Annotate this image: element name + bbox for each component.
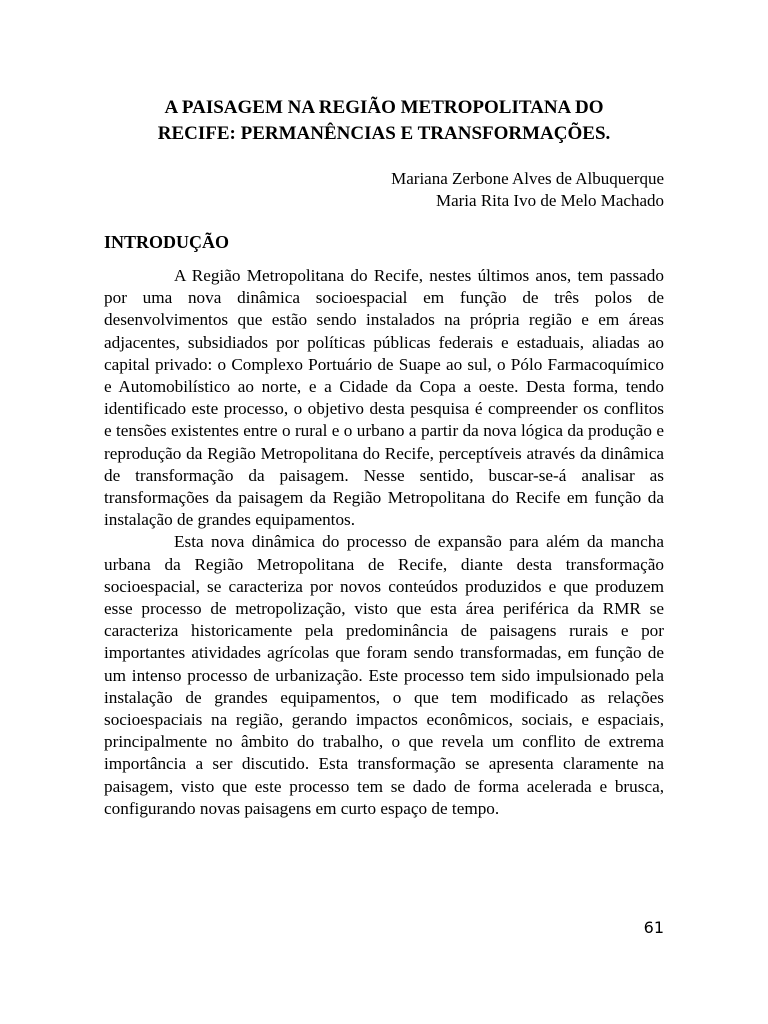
page-number: 61 xyxy=(643,918,664,937)
author-list xyxy=(391,168,664,212)
author-name: Mariana Zerbone Alves de Albuquerque xyxy=(391,169,664,188)
body-text xyxy=(104,265,664,820)
paragraph: Esta nova dinâmica do processo de expansão para além da mancha urbana da Região Metropolitana de Recife, diante desta transformação socioespacial, se caracteriza por novos conteúdos produzidos e que produzem esse processo de metropolização, visto que esta área periférica da RMR se caracteriza historicamente pela predominância de paisagens rurais e por importantes atividades agrícolas que foram sendo transformadas, em função de um intenso processo de urbanização. Este processo tem sido impulsionado pela instalação de grandes equipamentos, o que tem modificado as relações socioespaciais na região, gerando impactos econômicos, sociais, e espaciais, principalmente no âmbito do trabalho, o que revela um conflito de extrema importância a ser discutido. Esta transformação se apresenta claramente na paisagem, visto que este processo tem se dado de forma acelerada e brusca, configurando novas paisagens em curto espaço de tempo. xyxy=(104,532,664,818)
title-line: A PAISAGEM NA REGIÃO METROPOLITANA DO xyxy=(164,97,604,118)
article-title xyxy=(104,95,664,147)
title-line: RECIFE: PERMANÊNCIAS E TRANSFORMAÇÕES. xyxy=(157,123,611,144)
author-name: Maria Rita Ivo de Melo Machado xyxy=(435,191,664,210)
paragraph: A Região Metropolitana do Recife, nestes últimos anos, tem passado por uma nova dinâmica socioespacial em função de três polos de desenvolvimentos que estão sendo instalados na própria região e em áreas adjacentes, subsidiados por políticas públicas federais e estaduais, aliadas ao capital privado: o Complexo Portuário de Suape ao sul, o Pólo Farmacoquímico e Automobilístico ao norte, e a Cidade da Copa a oeste. Desta forma, tendo identificado este processo, o objetivo desta pesquisa é compreender os conflitos e tensões existentes entre o rural e o urbano a partir da nova lógica da produção e reprodução da Região Metropolitana do Recife, perceptíveis através da dinâmica de transformação da paisagem. Nesse sentido, buscar-se-á analisar as transformações da paisagem da Região Metropolitana do Recife em função da instalação de grandes equipamentos. xyxy=(104,266,664,530)
section-heading: INTRODUÇÃO xyxy=(104,232,230,252)
